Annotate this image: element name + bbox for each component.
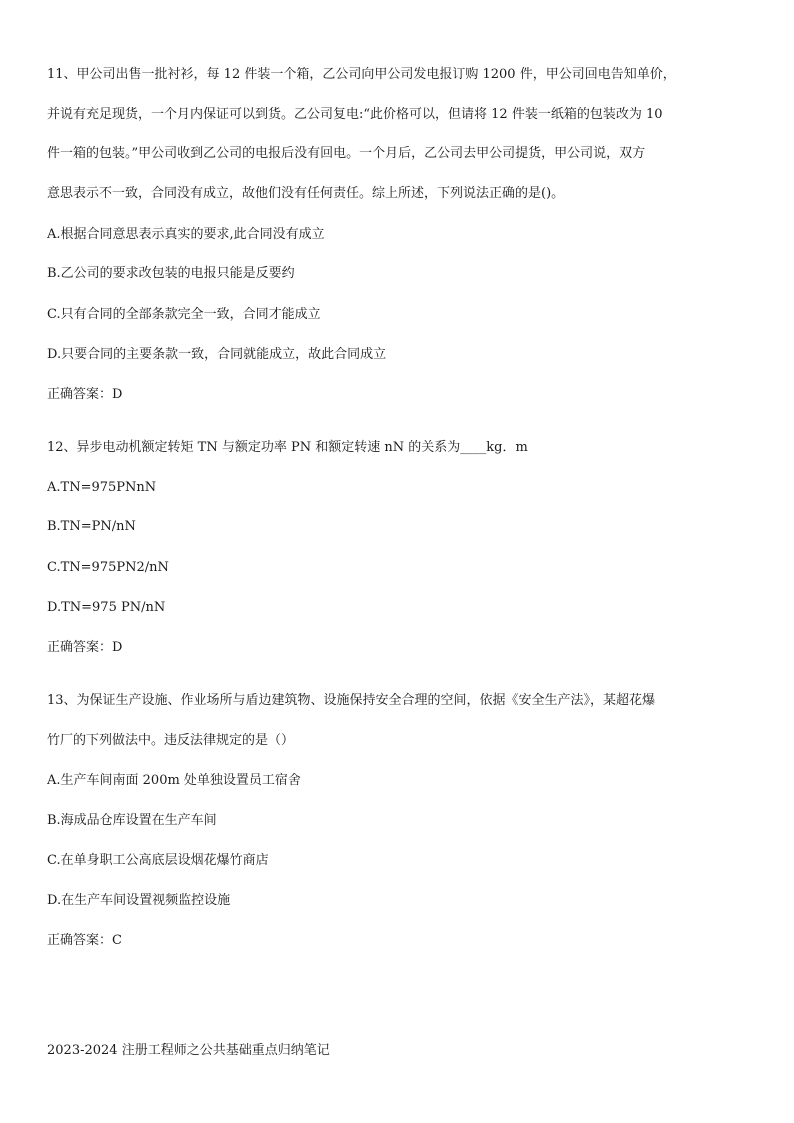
option-c: C.只有合同的全部条款完全一致，合同才能成立 [47,307,321,322]
question-stem-line: 竹厂的下列做法中。违反法律规定的是（） [47,733,295,748]
question-stem-line: 13、为保证生产设施、作业场所与盾边建筑物、设施保持安全合理的空间，依据《安全生产法》，某超花爆 [47,693,656,708]
question-stem-line: 12、异步电动机额定转矩 TN 与额定功率 PN 和额定转速 nN 的关系为____kg．m [47,440,528,455]
option-c: C.TN=975PN2/nN [47,560,169,575]
option-b: B.乙公司的要求改包装的电报只能是反要约 [47,266,295,281]
answer-text: 正确答案：D [47,640,123,655]
option-c: C.在单身职工公高底层设烟花爆竹商店 [47,853,269,868]
question-stem-line: 并说有充足现货，一个月内保证可以到货。乙公司复电:“此价格可以，但请将 12 件装一纸箱的包装改为 10 [47,107,663,122]
question-stem-line: 意思表示不一致，合同没有成立，故他们没有任何责任。综上所述，下列说法正确的是()。 [47,186,565,201]
option-d: D.在生产车间设置视频监控设施 [47,893,231,908]
question-stem-line: 件一箱的包装。”甲公司收到乙公司的电报后没有回电。一个月后，乙公司去甲公司提货，甲公司说，双方 [47,146,646,161]
option-a: A.根据合同意思表示真实的要求,此合同没有成立 [47,227,325,242]
question-stem-line: 11、甲公司出售一批衬衫，每 12 件装一个箱，乙公司向甲公司发电报订购 1200 件，甲公司回电告知单价， [47,67,676,82]
option-d: D.只要合同的主要条款一致，合同就能成立，故此合同成立 [47,347,387,362]
option-d: D.TN=975 PN/nN [47,600,166,615]
answer-text: 正确答案：C [47,933,122,948]
option-a: A.生产车间南面 200m 处单独设置员工宿舍 [47,773,301,788]
footer-title: 2023-2024 注册工程师之公共基础重点归纳笔记 [47,1043,330,1058]
answer-text: 正确答案：D [47,387,123,402]
option-b: B.海成品仓库设置在生产车间 [47,813,217,828]
option-b: B.TN=PN/nN [47,519,136,534]
option-a: A.TN=975PNnN [47,480,157,495]
